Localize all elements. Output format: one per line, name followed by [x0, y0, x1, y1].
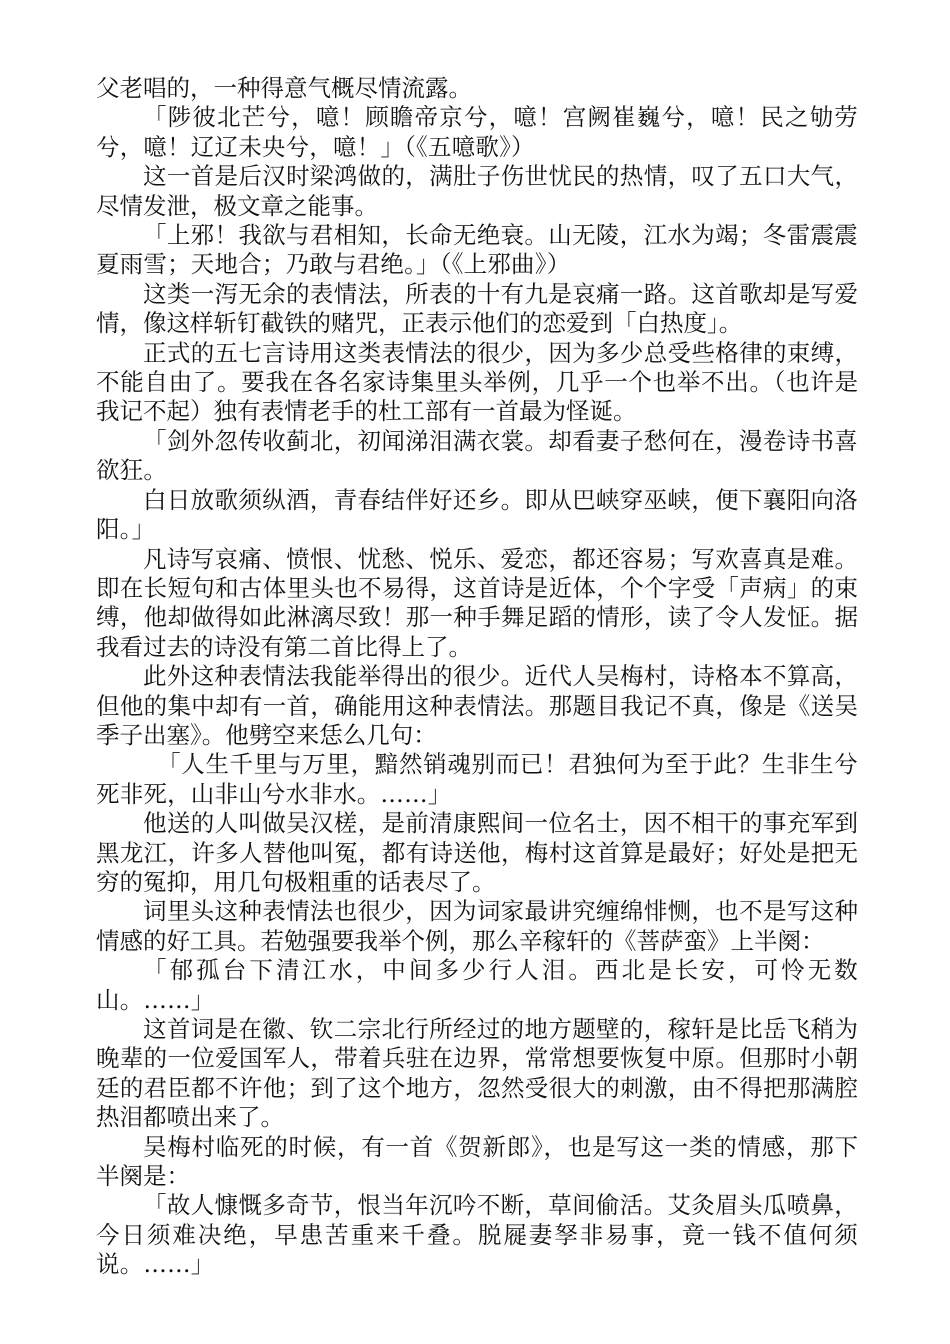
paragraph: 这类一泻无余的表情法，所表的十有九是哀痛一路。这首歌却是写爱情，像这样斩钉截铁的赌咒，正表示他们的恋爱到「白热度」。 — [96, 279, 858, 338]
quote-paragraph: 「陟彼北芒兮，噫！顾瞻帝京兮，噫！宫阙崔巍兮，噫！民之劬劳兮，噫！辽辽未央兮，噫！」（《五噫歌》） — [96, 103, 858, 161]
paragraph: 这首词是在徽、钦二宗北行所经过的地方题壁的，稼轩是比岳飞稍为晚辈的一位爱国军人，带着兵驻在边界，常常想要恢复中原。但那时小朝廷的君臣都不许他；到了这个地方，忽然受很大的刺激，由不得把那满腔热泪都喷出来了。 — [96, 1015, 858, 1132]
quote-paragraph: 「上邪！我欲与君相知，长命无绝衰。山无陵，江水为竭；冬雷震震夏雨雪；天地合；乃敢与君绝。」（《上邪曲》） — [96, 221, 858, 279]
document-page — [96, 74, 858, 1280]
paragraph: 父老唱的，一种得意气概尽情流露。 — [96, 74, 472, 102]
paragraph: 他送的人叫做吴汉槎，是前清康熙间一位名士，因不相干的事充军到黑龙江，许多人替他叫冤，都有诗送他，梅村这首算是最好；好处是把无穷的冤抑，用几句极粗重的话表尽了。 — [96, 809, 858, 896]
quote-paragraph: 「郁孤台下清江水，中间多少行人泪。西北是长安，可怜无数山。……」 — [96, 956, 858, 1014]
paragraph: 词里头这种表情法也很少，因为词家最讲究缠绵悱恻，也不是写这种情感的好工具。若勉强要我举个例，那么辛稼轩的《菩萨蛮》上半阕： — [96, 897, 858, 955]
quote-paragraph: 「故人慷慨多奇节，恨当年沉吟不断，草间偷活。艾灸眉头瓜喷鼻，今日须难决绝，早患苦重来千叠。脱屣妻孥非易事，竟一钱不值何须说。……」 — [96, 1191, 858, 1279]
quote-paragraph: 「人生千里与万里，黯然销魂别而已！君独何为至于此？生非生兮死非死，山非山兮水非水。……」 — [96, 750, 858, 808]
paragraph: 此外这种表情法我能举得出的很少。近代人吴梅村，诗格本不算高，但他的集中却有一首，确能用这种表情法。那题目我记不真，像是《送吴季子出塞》。他劈空来恁么几句： — [96, 662, 858, 749]
paragraph: 这一首是后汉时梁鸿做的，满肚子伤世忧民的热情，叹了五口大气，尽情发泄，极文章之能事。 — [96, 162, 858, 220]
paragraph: 凡诗写哀痛、愤恨、忧愁、悦乐、爱恋，都还容易；写欢喜真是难。即在长短句和古体里头也不易得，这首诗是近体，个个字受「声病」的束缚，他却做得如此淋漓尽致！那一种手舞足蹈的情形，读了令人发怔。据我看过去的诗没有第二首比得上了。 — [96, 544, 858, 661]
paragraph: 吴梅村临死的时候，有一首《贺新郎》，也是写这一类的情感，那下半阕是： — [96, 1132, 858, 1191]
quote-paragraph: 「剑外忽传收蓟北，初闻涕泪满衣裳。却看妻子愁何在，漫卷诗书喜欲狂。 — [96, 426, 858, 485]
paragraph: 正式的五七言诗用这类表情法的很少，因为多少总受些格律的束缚，不能自由了。要我在各名家诗集里头举例，几乎一个也举不出。（也许是我记不起）独有表情老手的杜工部有一首最为怪诞。 — [96, 338, 858, 426]
quote-paragraph: 白日放歌须纵酒，青春结伴好还乡。即从巴峡穿巫峡，便下襄阳向洛阳。」 — [96, 485, 858, 544]
